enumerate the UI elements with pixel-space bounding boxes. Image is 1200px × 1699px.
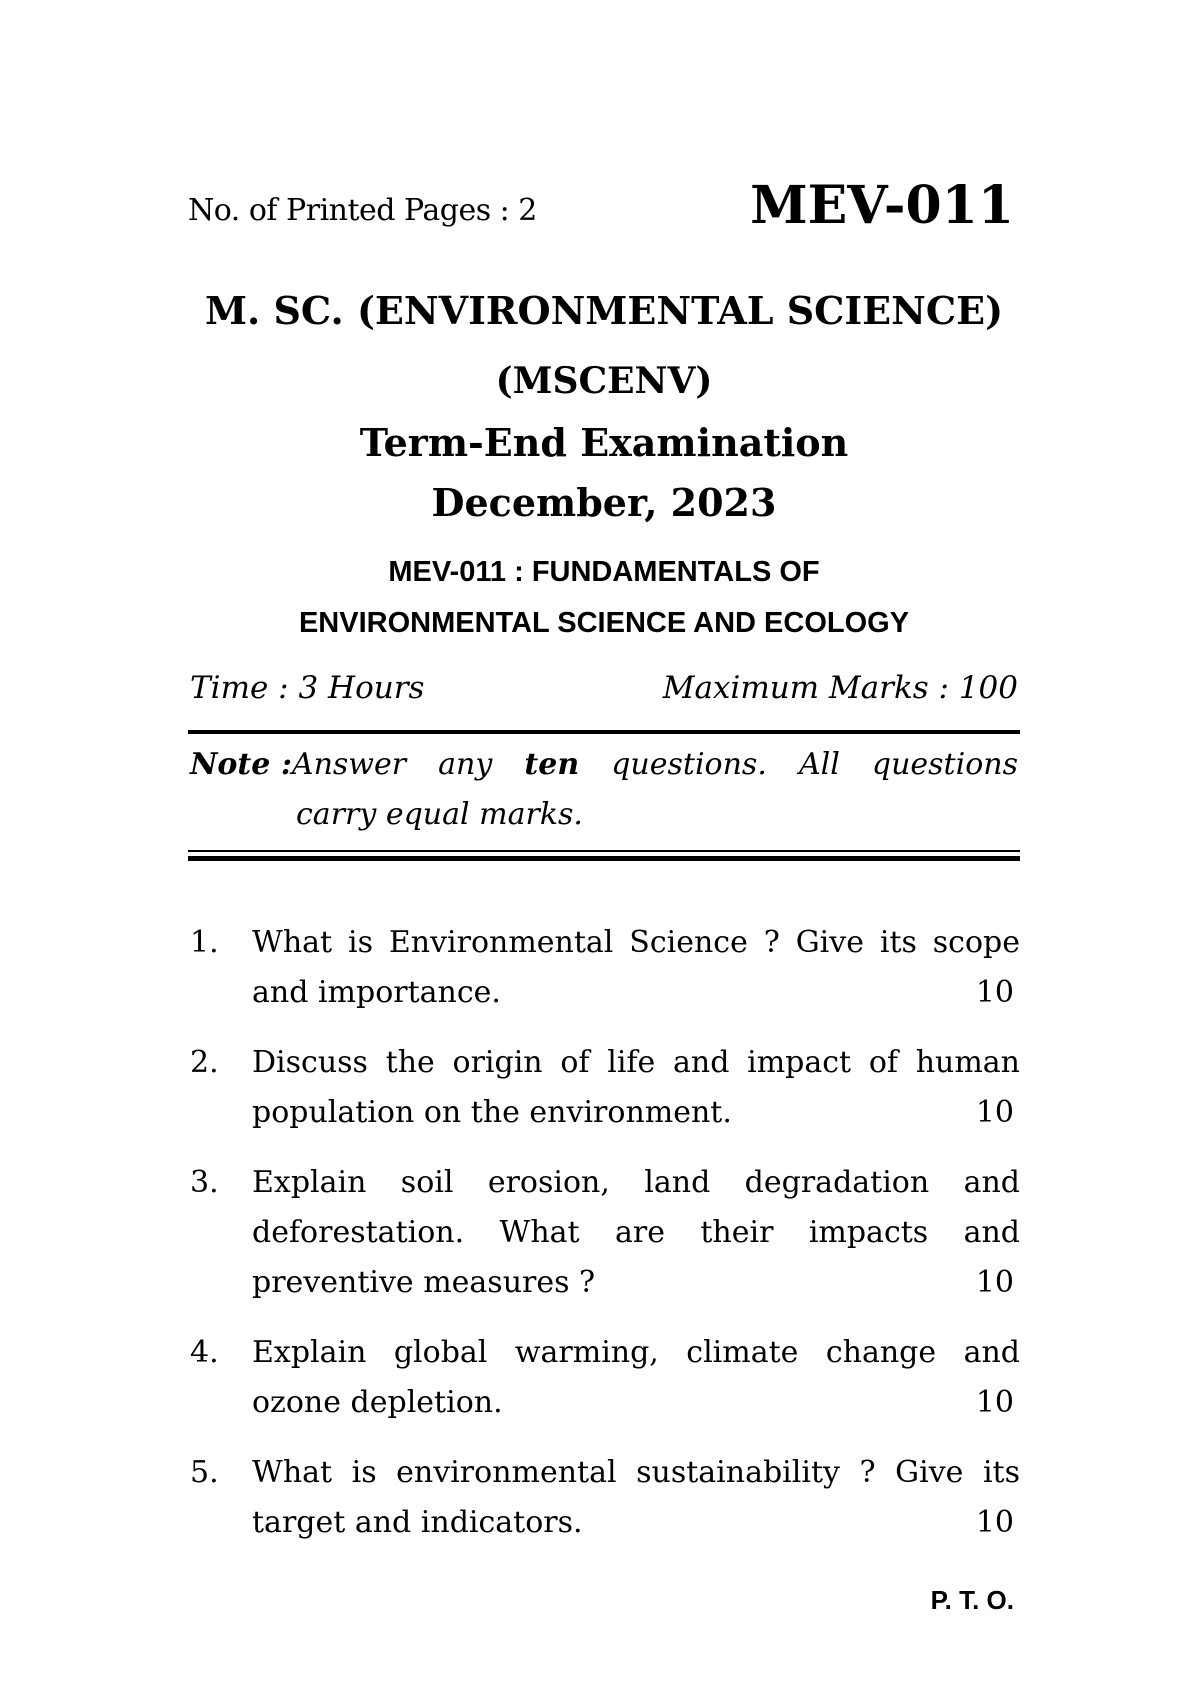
course-title <box>188 547 1020 649</box>
divider-top <box>188 730 1020 734</box>
divider-bottom-thin <box>188 850 1020 852</box>
note-word: questions <box>871 747 1018 782</box>
exam-page <box>188 0 1020 1699</box>
exam-session: December, 2023 <box>431 480 777 525</box>
question-item <box>188 1038 1020 1138</box>
question-number: 1. <box>190 925 219 960</box>
question-number: 5. <box>190 1455 219 1490</box>
programme-title: M. SC. (ENVIRONMENTAL SCIENCE) <box>204 288 1004 333</box>
note-word: questions. <box>611 747 767 782</box>
note-label-and-first-word <box>190 740 406 790</box>
question-number: 3. <box>190 1165 219 1200</box>
course-title-line-1: MEV-011 : FUNDAMENTALS OF <box>388 556 820 588</box>
question-item <box>188 1448 1020 1548</box>
time-allowed: Time : 3 Hours <box>190 670 425 706</box>
printed-pages: No. of Printed Pages : 2 <box>188 193 537 228</box>
question-item <box>188 1158 1020 1308</box>
note-word: any <box>438 747 493 782</box>
exam-title: Term-End Examination <box>359 420 849 465</box>
question-text: What is environmental sustainability ? Give its target and indicators. <box>252 1455 1020 1540</box>
question-text: Discuss the origin of life and impact of human population on the environment. <box>252 1045 1020 1130</box>
question-marks: 10 <box>975 1095 1014 1130</box>
question-item <box>188 1328 1020 1428</box>
instructions-note <box>190 740 1018 840</box>
programme-code: (MSCENV) <box>495 360 713 402</box>
question-text: Explain soil erosion, land degradation and deforestation. What are their impacts and preventive measures ? <box>252 1165 1020 1300</box>
course-title-line-2: ENVIRONMENTAL SCIENCE AND ECOLOGY <box>298 607 910 639</box>
note-line-2: carry equal marks. <box>296 797 583 832</box>
note-emphasis: ten <box>524 747 580 782</box>
maximum-marks: Maximum Marks : 100 <box>662 670 1018 706</box>
question-number: 4. <box>190 1335 219 1370</box>
header-row <box>188 175 1020 245</box>
question-marks: 10 <box>975 1385 1014 1420</box>
question-item <box>188 918 1020 1018</box>
note-line-1 <box>190 740 1018 790</box>
question-marks: 10 <box>975 975 1014 1010</box>
question-text: What is Environmental Science ? Give its scope and importance. <box>252 925 1020 1010</box>
note-word: All <box>798 747 840 782</box>
paper-code: MEV-011 <box>750 175 1014 236</box>
question-number: 2. <box>190 1045 219 1080</box>
question-marks: 10 <box>975 1265 1014 1300</box>
note-word: Answer <box>291 747 407 782</box>
question-text: Explain global warming, climate change and ozone depletion. <box>252 1335 1020 1420</box>
question-list <box>188 918 1020 1568</box>
page-turn-note: P. T. O. <box>930 1585 1014 1615</box>
note-label: Note : <box>190 747 292 782</box>
question-marks: 10 <box>975 1505 1014 1540</box>
divider-bottom-thick <box>188 856 1020 861</box>
